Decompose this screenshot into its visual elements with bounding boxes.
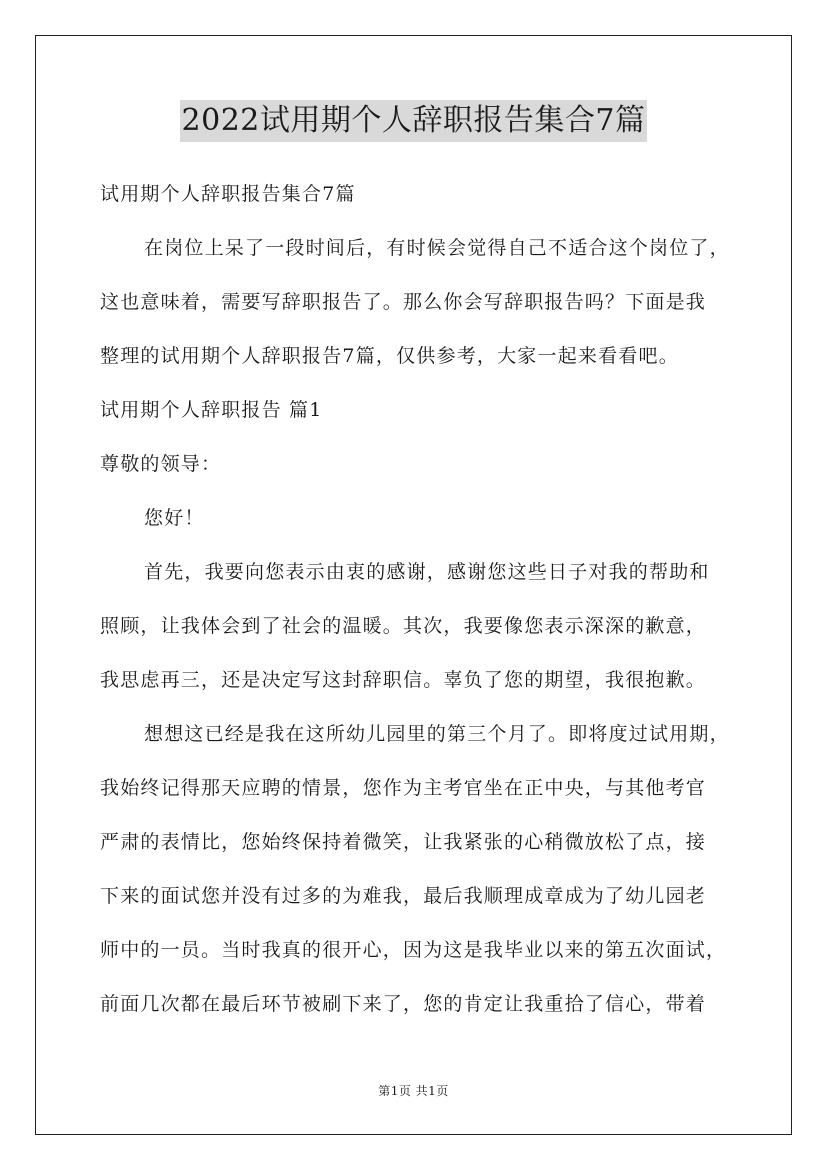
text-line: 首先，我要向您表示由衷的感谢，感谢您这些日子对我的帮助和 [144,561,710,583]
page-footer: 第1页 共1页 [378,1084,449,1098]
text-line: 下来的面试您并没有过多的为难我，最后我顺理成章成为了幼儿园老 [100,885,707,907]
text-line: 我思虑再三，还是决定写这封辞职信。辜负了您的期望，我很抱歉。 [100,669,707,691]
text-line: 试用期个人辞职报告 篇1 [100,399,323,421]
text-line: 照顾，让我体会到了社会的温暖。其次，我要像您表示深深的歉意， [100,615,707,637]
text-line: 整理的试用期个人辞职报告7篇，仅供参考，大家一起来看看吧。 [100,345,679,367]
title-container [0,100,827,142]
text-line: 想想这已经是我在这所幼儿园里的第三个月了。即将度过试用期， [144,723,730,745]
text-line: 师中的一员。当时我真的很开心，因为这是我毕业以来的第五次面试， [100,939,727,961]
text-line: 这也意味着，需要写辞职报告了。那么你会写辞职报告吗？下面是我 [100,291,707,313]
text-line: 我始终记得那天应聘的情景，您作为主考官坐在正中央，与其他考官 [100,777,707,799]
text-line: 您好！ [144,507,205,529]
text-line: 试用期个人辞职报告集合7篇 [100,183,356,205]
document-title: 2022试用期个人辞职报告集合7篇 [180,100,648,142]
text-line: 前面几次都在最后环节被刷下来了，您的肯定让我重拾了信心，带着 [100,993,707,1015]
text-line: 在岗位上呆了一段时间后，有时候会觉得自己不适合这个岗位了， [144,237,730,259]
text-line: 尊敬的领导： [100,453,222,475]
document-body [100,167,740,1031]
text-line: 严肃的表情比，您始终保持着微笑，让我紧张的心稍微放松了点，接 [100,831,707,853]
